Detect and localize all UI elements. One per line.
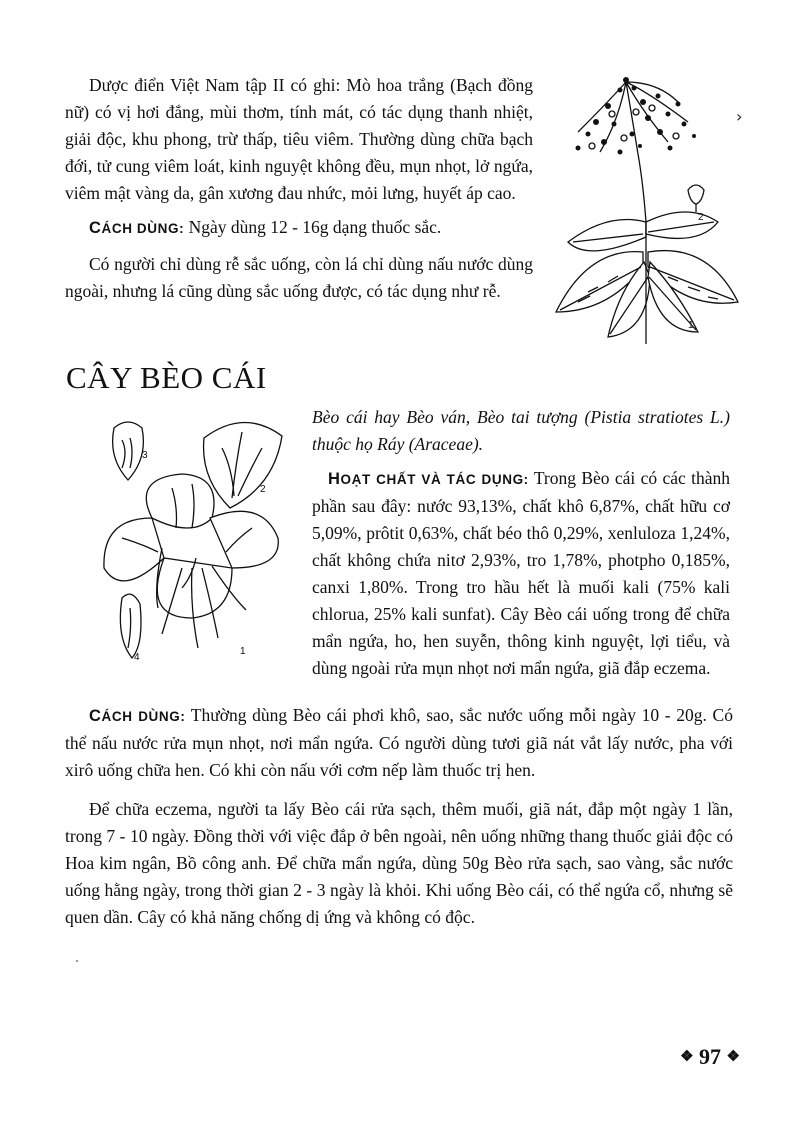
stray-mark: › <box>736 107 743 126</box>
paragraph-intro: Bèo cái hay Bèo ván, Bèo tai tượng (Pistia stratiotes L.) thuộc họ Ráy (Araceae). <box>312 407 730 454</box>
page-number: 97 <box>699 1044 722 1069</box>
ornament-left-icon: ❖ <box>680 1049 694 1065</box>
figure2-label-1: 1 <box>240 646 246 657</box>
text-block-bach-dong-nu <box>65 72 533 312</box>
active-text: Trong Bèo cái có các thành phần sau đây: nước 93,13%, chất khô 6,87%, chất hữu cơ 5,09%, prôtit 0,63%, chất béo thô 0,29%, xenluloza 1,24%, chất không chứa nitơ 2,93%, tro 1,78%, photpho 0,185%, canxi 1,80%. Trong tro hầu hết là muối kali (75% kali chlorua, 25% kali sunfat). Cây Bèo cái uống trong để chữa mẩn ngứa, ho, hen suyễn, thông kinh nguyệt, lợi tiểu, và dùng ngoài rửa mụn nhọt nơi mẩn ngứa, giã đắp eczema. <box>312 468 731 678</box>
spathe-detail <box>113 422 144 480</box>
paragraph-pharmacopoeia: Dược điển Việt Nam tập II có ghi: Mò hoa trắng (Bạch đồng nữ) có vị hơi đắng, mùi thơm, tính mát, có tác dụng thanh nhiệt, giải độc, khu phong, trừ thấp, tiêu viêm. Thường dùng chữa bạch đới, tử cung viêm loát, kinh nguyệt không đều, mụn nhọt, lở ngứa, viêm mật vàng da, gân xương đau nhức, mỏi lưng, huyết áp cao. <box>65 75 533 203</box>
active-label: HOẠT CHẤT VÀ TÁC DỤNG: <box>328 470 529 488</box>
figure1-label-1: 1 <box>688 320 694 331</box>
page-footer <box>640 1044 740 1070</box>
figure2-label-4: 4 <box>134 652 140 663</box>
paragraph-root-usage: Có người chỉ dùng rễ sắc uống, còn lá chỉ dùng nấu nước dùng ngoài, nhưng lá cũng dùng sắc uống được, có tác dụng như rễ. <box>65 254 533 301</box>
plant-illustration-2 <box>92 418 302 688</box>
flower-cluster <box>578 82 688 222</box>
ornament-right-icon: ❖ <box>726 1049 740 1065</box>
figure2-label-3: 3 <box>142 450 148 461</box>
figure2-label-2: 2 <box>260 484 266 495</box>
text-block-beo-cai-intro <box>312 404 730 682</box>
section-title: CÂY BÈO CÁI <box>66 360 267 395</box>
figure1-label-2: 2 <box>698 212 704 223</box>
dosage-text: Ngày dùng 12 - 16g dạng thuốc sắc. <box>184 217 442 237</box>
paragraph-active-ingredients <box>312 465 730 682</box>
plant-illustration-1 <box>548 62 748 344</box>
leaves <box>556 212 738 344</box>
paragraph-eczema: Để chữa eczema, người ta lấy Bèo cái rửa sạch, thêm muối, giã nát, đắp một ngày 1 lần, trong 7 - 10 ngày. Đồng thời với việc đắp ở bên ngoài, nên uống những thang thuốc giải độc có Hoa kim ngân, Bồ công anh. Để chữa mẩn ngứa, dùng 50g Bèo rửa sạch, sao vàng, sắc nước uống hằng ngày, trong thời gian 2 - 3 ngày là khỏi. Khi uống Bèo cái, có thể ngứa cổ, nhưng sẽ quen dần. Cây có khả năng chống dị ứng và không có độc. <box>65 799 733 927</box>
stray-dot <box>76 960 78 962</box>
usage-label: CÁCH DÙNG: <box>89 707 186 725</box>
leaf-section-detail <box>204 422 282 508</box>
usage-text: Thường dùng Bèo cái phơi khô, sao, sắc nước uống mỗi ngày 10 - 20g. Có thể nấu nước rửa mụn nhọt, nơi mẩn ngứa. Có người dùng tươi giã nát vắt lấy nước, pha với xirô uống chữa hen. Có khi còn nấu với cơm nếp làm thuốc trị hen. <box>65 705 733 780</box>
text-block-beo-cai-usage <box>65 702 733 943</box>
dosage-label: CÁCH DÙNG: <box>89 219 185 237</box>
paragraph-usage <box>65 702 733 784</box>
paragraph-dosage <box>65 214 533 242</box>
